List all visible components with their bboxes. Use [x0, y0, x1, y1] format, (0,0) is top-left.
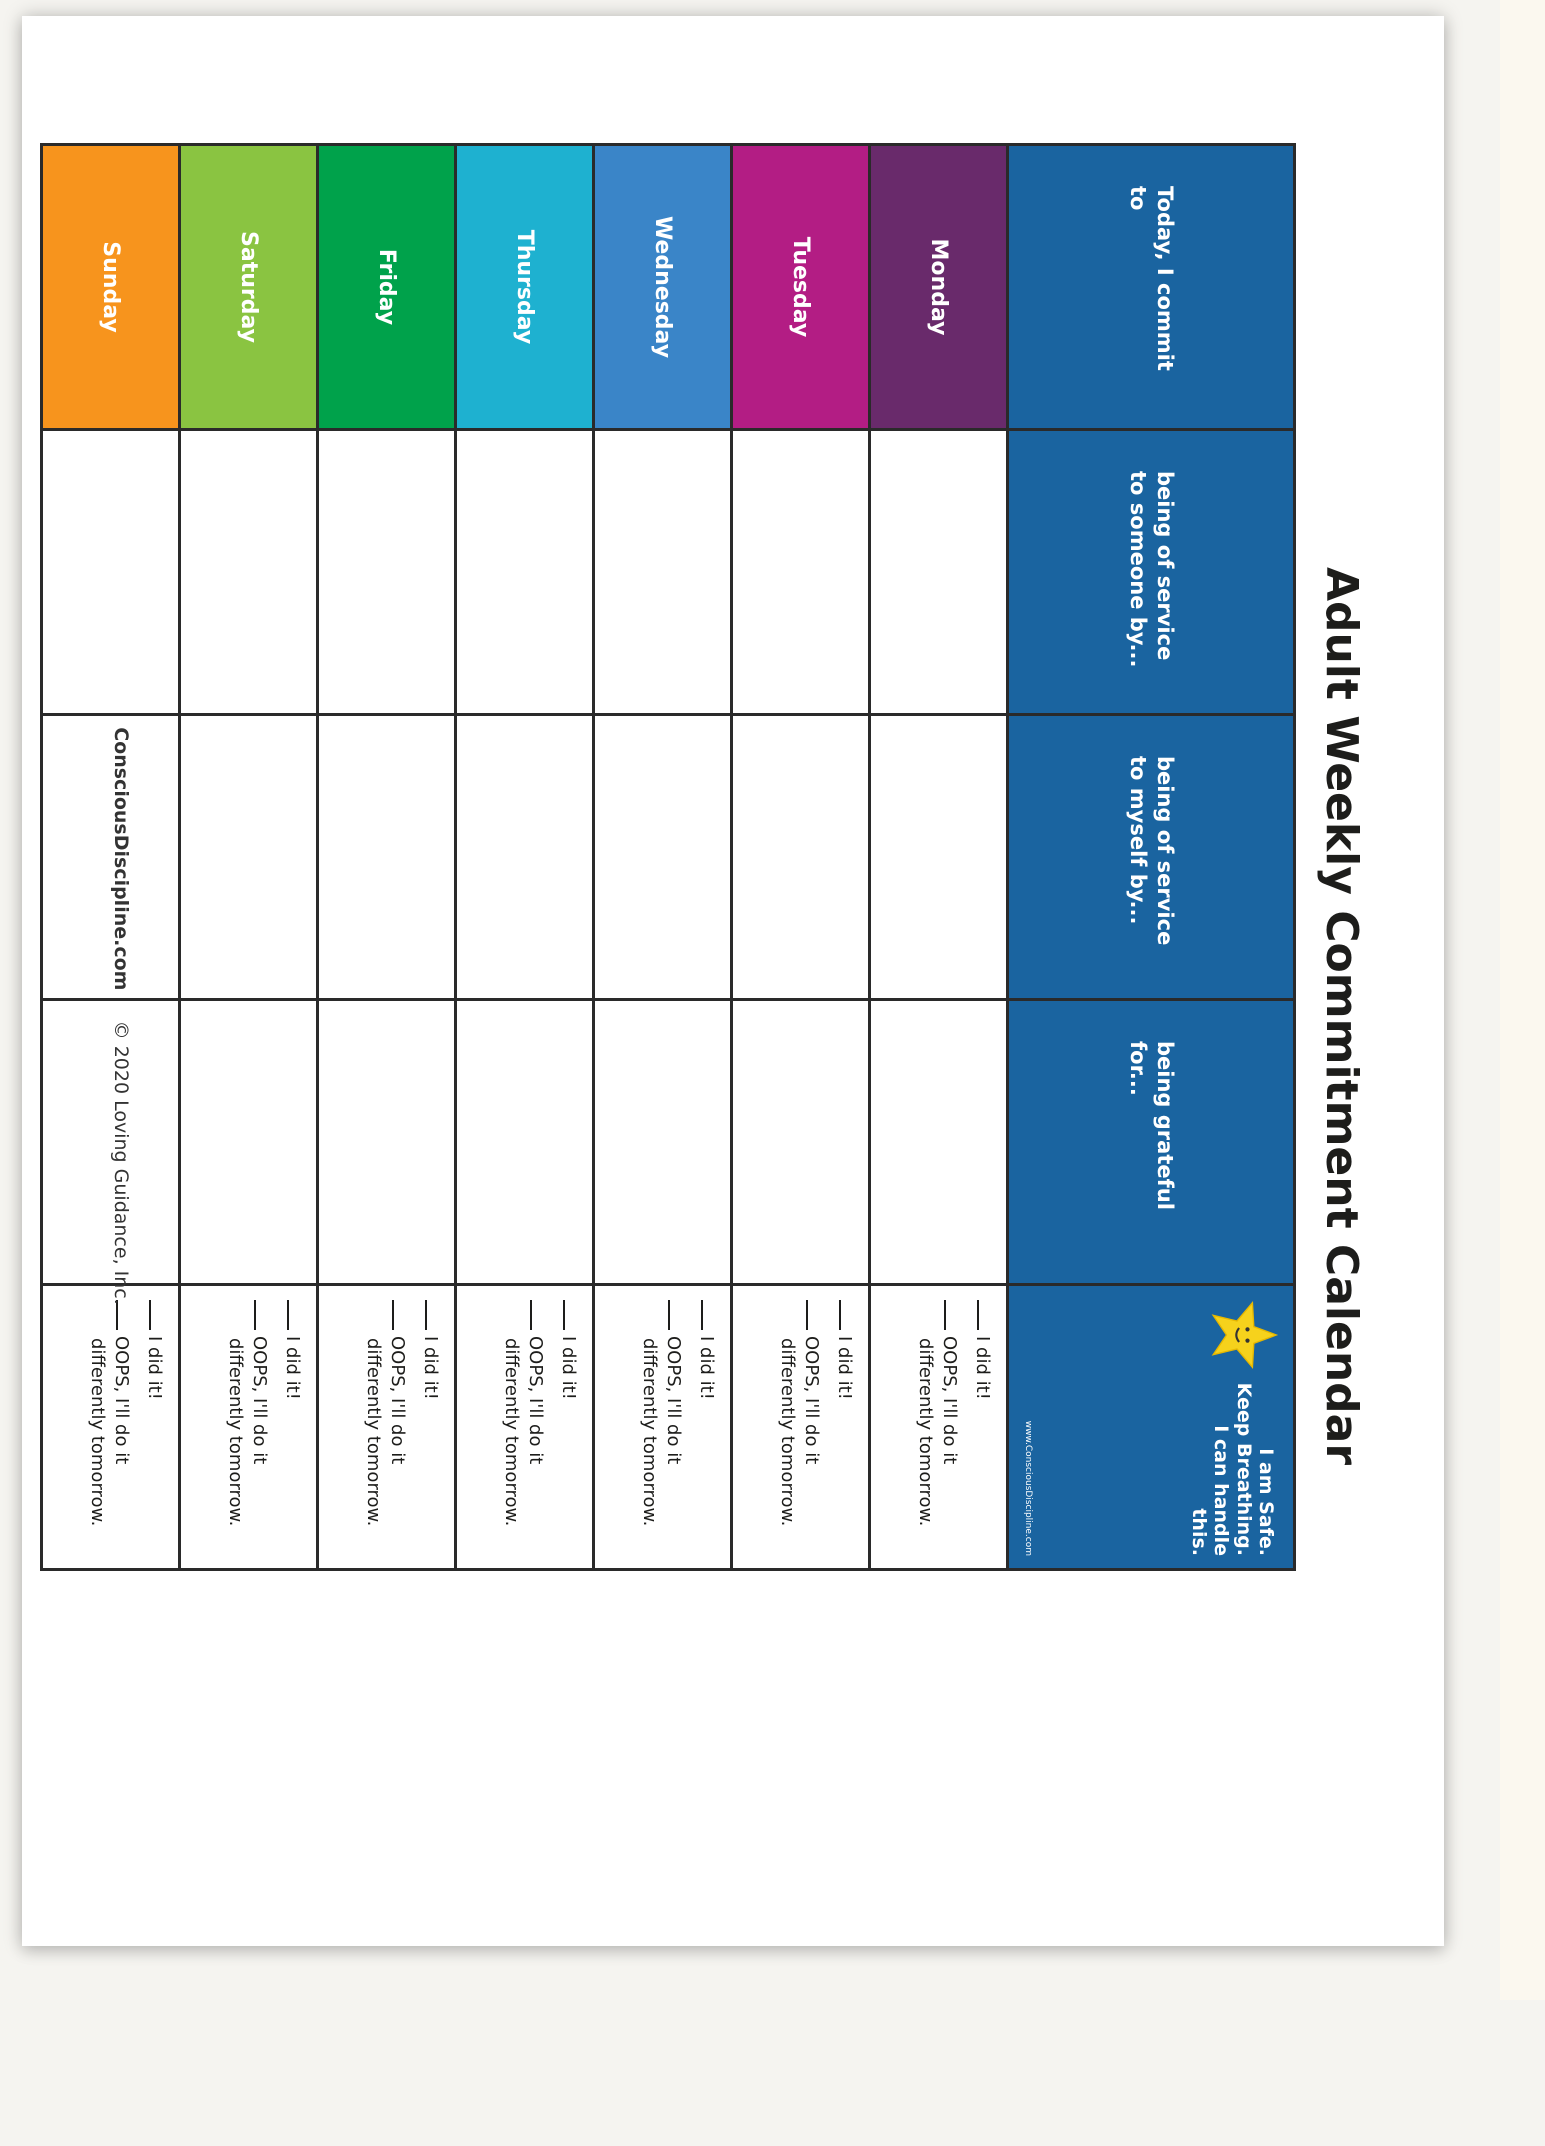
checkbox-blank[interactable] — [839, 1300, 841, 1330]
calendar-row-monday — [870, 145, 1008, 2145]
checkbox-blank[interactable] — [563, 1300, 565, 1330]
calendar-row-saturday — [180, 145, 318, 2145]
page-title: Adult Weekly Commitment Calendar — [1316, 566, 1367, 1466]
badge-url: www.ConsciousDiscipline.com — [1022, 1420, 1033, 1556]
footer — [110, 16, 132, 2016]
write-in-cell[interactable] — [318, 430, 456, 715]
status-checklist — [456, 1285, 594, 1570]
write-in-cell[interactable] — [180, 1000, 318, 1285]
checkbox-blank[interactable] — [392, 1300, 394, 1330]
write-in-cell[interactable] — [870, 715, 1008, 1000]
status-checklist — [594, 1285, 732, 1570]
status-checklist — [870, 1285, 1008, 1570]
did-it-option[interactable] — [143, 1300, 166, 1554]
checkbox-blank[interactable] — [530, 1300, 532, 1330]
calendar-row-wednesday — [594, 145, 732, 2145]
calendar-row-tuesday — [732, 145, 870, 2145]
did-it-option[interactable] — [281, 1300, 304, 1554]
checkbox-blank[interactable] — [287, 1300, 289, 1330]
write-in-cell[interactable] — [456, 1000, 594, 1285]
did-it-label: I did it! — [834, 1336, 855, 1400]
did-it-option[interactable] — [557, 1300, 580, 1554]
oops-label: OOPS, I'll do it differently tomorrow. — [87, 1336, 132, 1527]
checkbox-blank[interactable] — [668, 1300, 670, 1330]
day-label-saturday: Saturday — [180, 145, 318, 430]
checkbox-blank[interactable] — [944, 1300, 946, 1330]
did-it-option[interactable] — [833, 1300, 856, 1554]
write-in-cell[interactable] — [456, 715, 594, 1000]
did-it-label: I did it! — [282, 1336, 303, 1400]
badge-line-safe: I am Safe. — [1255, 1448, 1277, 1556]
write-in-cell[interactable] — [732, 430, 870, 715]
badge-affirmation — [1187, 1376, 1277, 1556]
oops-option[interactable] — [638, 1300, 685, 1554]
write-in-cell[interactable] — [318, 715, 456, 1000]
checkbox-blank[interactable] — [425, 1300, 427, 1330]
write-in-cell[interactable] — [594, 430, 732, 715]
write-in-cell[interactable] — [180, 430, 318, 715]
oops-label: OOPS, I'll do it differently tomorrow. — [639, 1336, 684, 1527]
did-it-label: I did it! — [972, 1336, 993, 1400]
did-it-label: I did it! — [696, 1336, 717, 1400]
checkbox-blank[interactable] — [254, 1300, 256, 1330]
oops-label: OOPS, I'll do it differently tomorrow. — [363, 1336, 408, 1527]
oops-label: OOPS, I'll do it differently tomorrow. — [915, 1336, 960, 1527]
write-in-cell[interactable] — [318, 1000, 456, 1285]
did-it-label: I did it! — [558, 1336, 579, 1400]
write-in-cell[interactable] — [870, 430, 1008, 715]
did-it-option[interactable] — [419, 1300, 442, 1554]
badge-line-handle: I can handle this. — [1187, 1425, 1233, 1556]
day-label-monday: Monday — [870, 145, 1008, 430]
write-in-cell[interactable] — [594, 715, 732, 1000]
write-in-cell[interactable] — [180, 715, 318, 1000]
oops-option[interactable] — [776, 1300, 823, 1554]
oops-option[interactable] — [362, 1300, 409, 1554]
oops-option[interactable] — [224, 1300, 271, 1554]
day-label-friday: Friday — [318, 145, 456, 430]
write-in-cell[interactable] — [732, 715, 870, 1000]
did-it-option[interactable] — [695, 1300, 718, 1554]
status-checklist — [732, 1285, 870, 1570]
paper-sheet — [22, 16, 1444, 1946]
checkbox-blank[interactable] — [977, 1300, 979, 1330]
footer-site: ConsciousDiscipline.com — [110, 727, 132, 991]
checkbox-blank[interactable] — [806, 1300, 808, 1330]
write-in-cell[interactable] — [732, 1000, 870, 1285]
day-label-tuesday: Tuesday — [732, 145, 870, 430]
status-checklist — [180, 1285, 318, 1570]
write-in-cell[interactable] — [456, 430, 594, 715]
checkbox-blank[interactable] — [701, 1300, 703, 1330]
header-service-someone: being of service to someone by... — [1008, 430, 1295, 715]
did-it-label: I did it! — [144, 1336, 165, 1400]
oops-option[interactable] — [500, 1300, 547, 1554]
oops-option[interactable] — [914, 1300, 961, 1554]
write-in-cell[interactable] — [594, 1000, 732, 1285]
status-checklist — [318, 1285, 456, 1570]
calendar-row-friday — [318, 145, 456, 2145]
did-it-label: I did it! — [420, 1336, 441, 1400]
write-in-cell[interactable] — [870, 1000, 1008, 1285]
header-today-commit: Today, I commit to — [1008, 145, 1295, 430]
badge-line-breathing: Keep Breathing. — [1232, 1382, 1255, 1556]
day-label-thursday: Thursday — [456, 145, 594, 430]
did-it-option[interactable] — [971, 1300, 994, 1554]
oops-label: OOPS, I'll do it differently tomorrow. — [777, 1336, 822, 1527]
header-service-myself: being of service to myself by... — [1008, 715, 1295, 1000]
calendar-row-thursday — [456, 145, 594, 2145]
day-label-sunday: Sunday — [42, 145, 180, 430]
page-rotated — [22, 16, 1545, 2016]
commitment-calendar-table — [40, 143, 1296, 2146]
day-label-wednesday: Wednesday — [594, 145, 732, 430]
oops-label: OOPS, I'll do it differently tomorrow. — [225, 1336, 270, 1527]
footer-copyright: © 2020 Loving Guidance, Inc. — [110, 1020, 132, 1305]
star-icon — [1209, 1300, 1279, 1370]
header-safe-badge — [1008, 1285, 1295, 1570]
oops-label: OOPS, I'll do it differently tomorrow. — [501, 1336, 546, 1527]
header-grateful: being grateful for... — [1008, 1000, 1295, 1285]
checkbox-blank[interactable] — [149, 1300, 151, 1330]
